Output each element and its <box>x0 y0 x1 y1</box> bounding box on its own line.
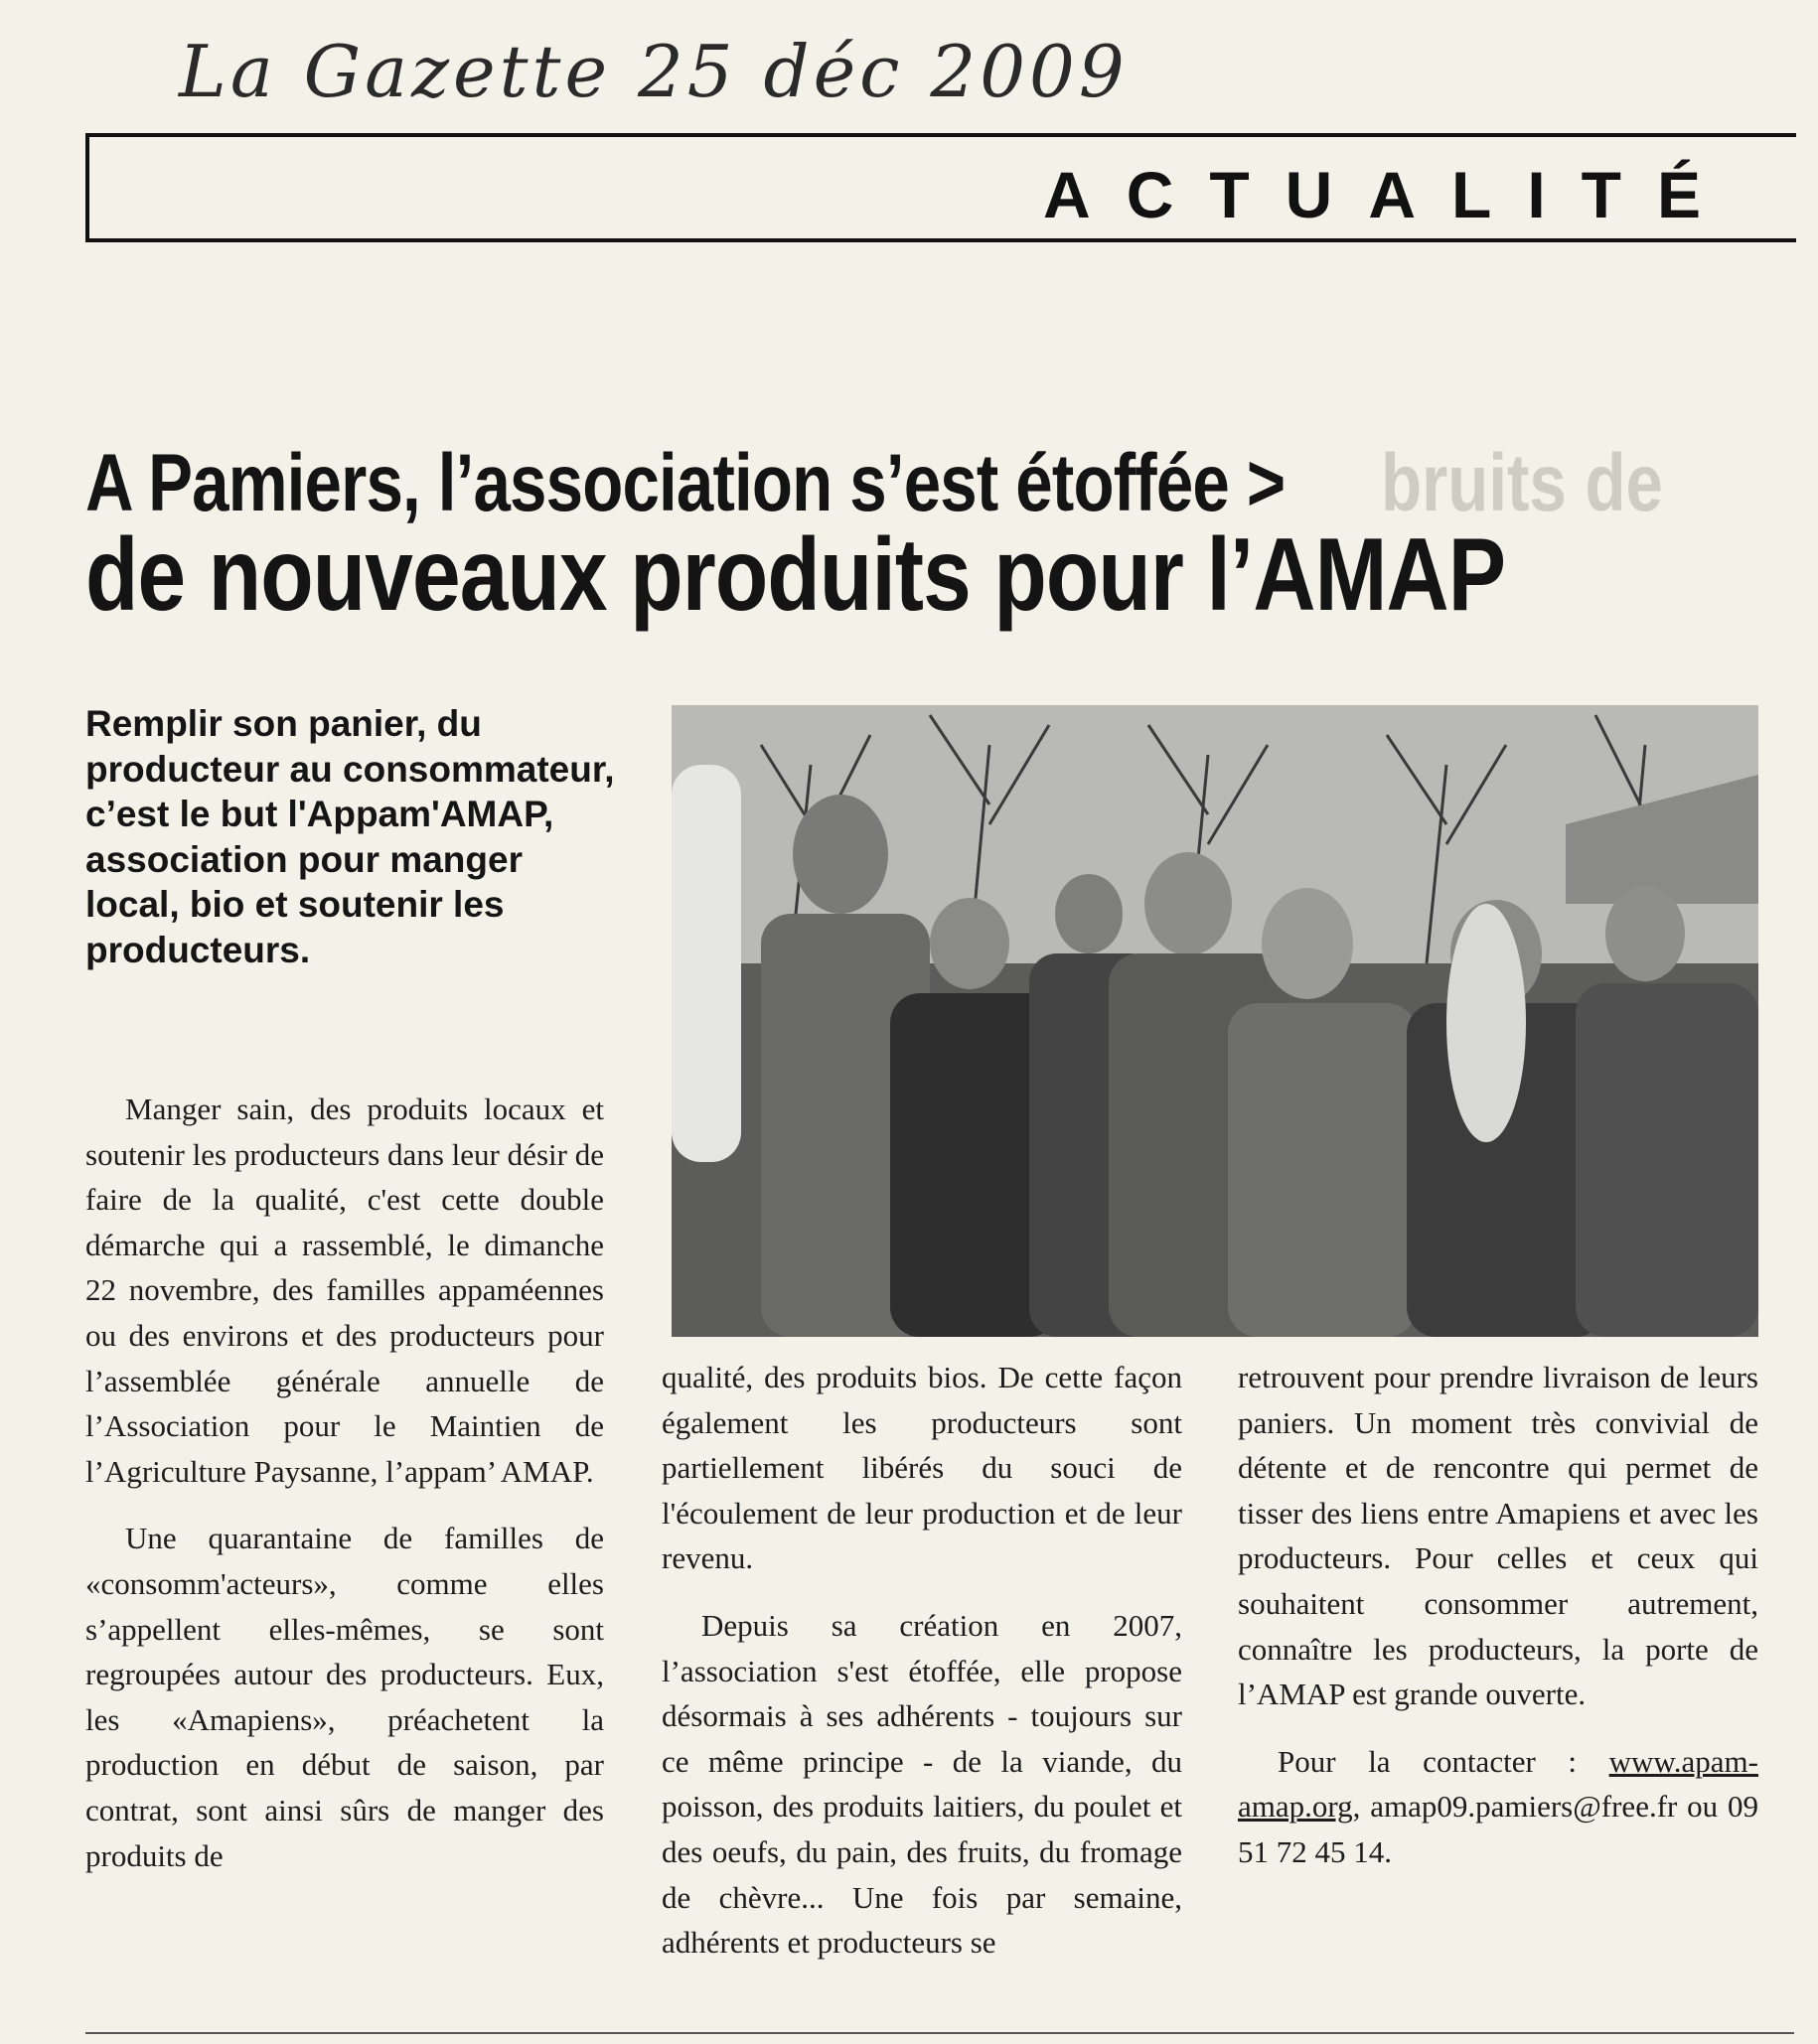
article-column-1 <box>85 1087 604 1878</box>
body-paragraph: Une quarantaine de familles de «consomm'acteurs», comme elles s’appellent elles-mêmes, se sont regroupées autour des producteurs. Eux, les «Amapiens», préachetent la production en début de saison, par contrat, sont ainsi sûrs de manger des produits de <box>85 1521 604 1873</box>
section-header <box>85 133 1796 242</box>
headline-title: de nouveaux produits pour l’AMAP <box>85 517 1506 633</box>
photo-illustration <box>672 705 1758 1337</box>
body-paragraph: Depuis sa création en 2007, l’association s'est étoffée, elle propose désormais à ses adhérents - toujours sur ce même principe - de la viande, du poisson, des produits laitiers, du poulet et des oeufs, du pain, des fruits, du fromage de chèvre... Une fois par semaine, adhérents et producteurs se <box>662 1607 1182 1961</box>
article-photo <box>672 705 1758 1337</box>
contact-details: , amap09.pamiers@free.fr ou 09 51 72 45 14. <box>1238 1789 1758 1869</box>
contact-paragraph <box>1238 1739 1758 1875</box>
body-paragraph: retrouvent pour prendre livraison de leurs paniers. Un moment très convivial de détente et de rencontre qui permet de tisser des liens entre Amapiens et avec les producteurs. Pour celles et ceux qui souhaitent consommer autrement, connaître les producteurs, la porte de l’AMAP est grande ouverte. <box>1238 1360 1758 1712</box>
body-paragraph: qualité, des produits bios. De cette façon également les producteurs sont partiellement libérés du souci de l'écoulement de leur production et de leur revenu. <box>662 1360 1182 1576</box>
section-label: ACTUALITÉ <box>1043 158 1737 231</box>
website-link[interactable]: www.apam-amap.org <box>1238 1743 1758 1825</box>
article-column-2 <box>662 1355 1182 1966</box>
body-paragraph: Manger sain, des produits locaux et soutenir les producteurs dans leur désir de faire de la qualité, c'est cette double démarche qui a rassemblé, le dimanche 22 novembre, des familles appaméennes ou des environs et des producteurs pour l’assemblée générale annuelle de l’Association pour le Maintien de l’Agriculture Paysanne, l’appam’ AMAP. <box>85 1092 604 1489</box>
handwritten-note: La Gazette 25 déc 2009 <box>179 30 1129 113</box>
article-column-3 <box>1238 1355 1758 1875</box>
neighbor-headline-fragment: bruits de <box>1381 438 1663 528</box>
bottom-rule <box>85 2032 1794 2034</box>
headline-kicker: A Pamiers, l’association s’est étoffée > <box>85 438 1286 528</box>
article-lead: Remplir son panier, du producteur au consommateur, c’est le but l'Appam'AMAP, association pour manger local, bio et soutenir les producteurs. <box>85 703 615 970</box>
contact-prefix: Pour la contacter : <box>1278 1743 1609 1779</box>
